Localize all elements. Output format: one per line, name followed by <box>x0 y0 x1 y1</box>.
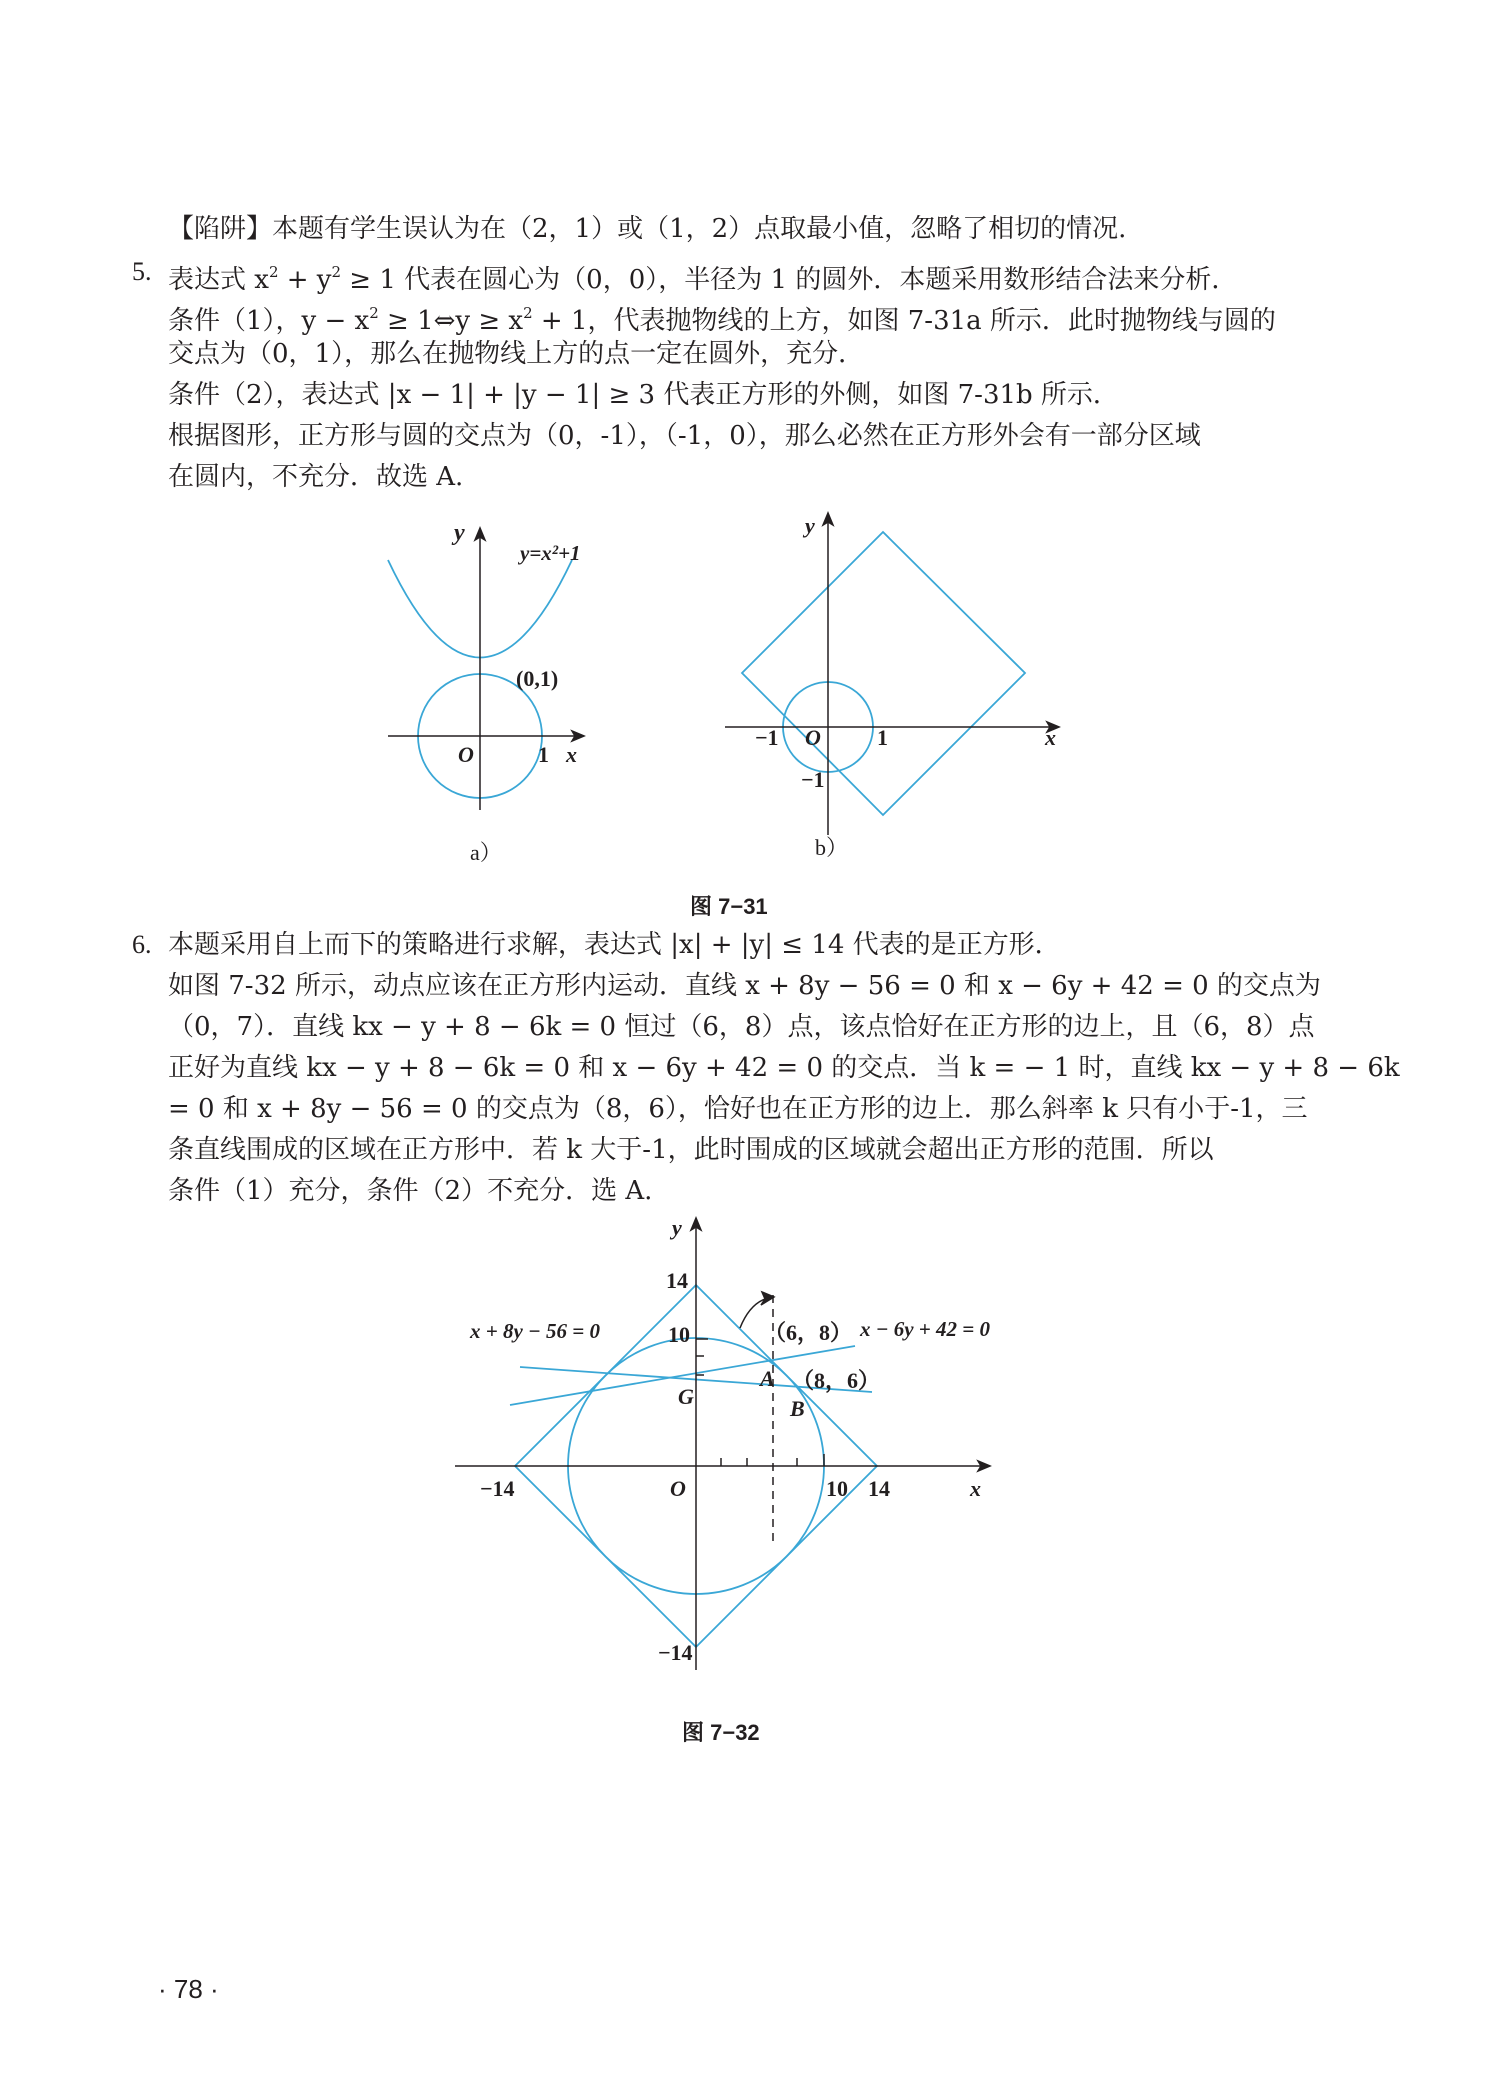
point-g-label: G <box>678 1384 694 1409</box>
x-axis-label: x <box>970 1476 981 1501</box>
q5-line-1: 表达式 $x^2 + y^2 \ge 1$ 代表在圆心为（0，0），半径为 1 的圆外．本题采用数形结合法来分析． <box>168 263 1238 295</box>
y-14-label: 14 <box>666 1268 688 1293</box>
x-axis-label: x <box>1045 725 1056 750</box>
y-axis-label: y <box>454 520 465 546</box>
equation-2-label: x − 6y + 42 = 0 <box>860 1317 990 1341</box>
x-minus-14-label: −14 <box>480 1476 515 1501</box>
q5-line-2: 条件（1），$y - x^2$ ≥ 1⇔y ≥ $x^2 + 1$，代表抛物线的上方，如图 7-31a 所示．此时抛物线与圆的 <box>168 304 1276 336</box>
figure-7-32-caption: 图 7−32 <box>682 1720 760 1745</box>
point-8-6-label: （8，6） <box>792 1368 881 1393</box>
figure-7-32 <box>440 1200 1040 1680</box>
question-5-number: 5. <box>132 257 152 286</box>
minus-one-x-label: −1 <box>755 725 779 750</box>
square-shape <box>742 532 1025 815</box>
origin-label: O <box>670 1476 686 1501</box>
y-10-label: 10 <box>668 1322 690 1347</box>
q6-line-4: 正好为直线 kx − y + 8 − 6k = 0 和 x − 6y + 42 = 0 的交点．当 k = − 1 时，直线 kx − y + 8 − 6k <box>168 1053 1400 1083</box>
origin-label: O <box>458 742 474 767</box>
sub-caption-a: a） <box>470 840 502 865</box>
q5-line-5: 根据图形，正方形与圆的交点为（0，-1），（-1，0），那么必然在正方形外会有一部分区域 <box>168 421 1201 451</box>
point-a-label: A <box>760 1366 775 1391</box>
q6-line-7: 条件（1）充分，条件（2）不充分．选 A. <box>168 1176 653 1206</box>
figure-7-31a <box>370 510 610 870</box>
rotation-arrowhead <box>761 1292 774 1305</box>
trap-note: 【陷阱】本题有学生误认为在（2，1）或（1，2）点取最小值，忽略了相切的情况. <box>168 214 1127 244</box>
figure-7-31b <box>705 505 1075 870</box>
q6-line-1: 本题采用自上而下的策略进行求解，表达式 |x| + |y| ≤ 14 代表的是正方形． <box>168 930 1061 960</box>
one-label: 1 <box>877 725 888 750</box>
curve-label: y=x²+1 <box>520 541 581 565</box>
q6-line-2: 如图 7-32 所示，动点应该在正方形内运动．直线 x + 8y − 56 = 0 和 x − 6y + 42 = 0 的交点为 <box>168 971 1321 1001</box>
figure-7-31-caption: 图 7−31 <box>690 894 768 919</box>
y-axis-label: y <box>805 513 815 538</box>
minus-one-y-label: −1 <box>801 767 825 792</box>
x-10-label: 10 <box>826 1476 848 1501</box>
x-axis-label: x <box>566 742 577 767</box>
q6-line-5: = 0 和 x + 8y − 56 = 0 的交点为（8，6），恰好也在正方形的边上．那么斜率 k 只有小于-1，三 <box>168 1094 1308 1124</box>
q5-line-4: 条件（2），表达式 |x − 1| + |y − 1| ≥ 3 代表正方形的外侧，如图 7-31b 所示． <box>168 380 1119 410</box>
point-6-8-label: （6，8） <box>764 1320 853 1345</box>
page-number: · 78 · <box>158 1974 219 2004</box>
question-6-number: 6. <box>132 930 152 959</box>
q5-line-6: 在圆内，不充分．故选 A. <box>168 462 464 492</box>
q6-line-6: 条直线围成的区域在正方形中．若 k 大于-1，此时围成的区域就会超出正方形的范围．所以 <box>168 1135 1214 1165</box>
x-14-label: 14 <box>868 1476 890 1501</box>
q5-line-3: 交点为（0，1），那么在抛物线上方的点一定在圆外，充分． <box>168 339 865 369</box>
point-label: (0,1) <box>516 666 559 691</box>
sub-caption-b: b） <box>815 835 849 860</box>
y-axis-label: y <box>672 1215 682 1240</box>
point-b-label: B <box>790 1396 805 1421</box>
y-minus-14-label: −14 <box>658 1640 693 1665</box>
q6-line-3: （0，7）．直线 kx − y + 8 − 6k = 0 恒过（6，8）点，该点恰好在正方形的边上，且（6，8）点 <box>168 1012 1315 1042</box>
one-label: 1 <box>538 742 549 767</box>
origin-label: O <box>805 725 821 750</box>
equation-1-label: x + 8y − 56 = 0 <box>470 1319 600 1343</box>
